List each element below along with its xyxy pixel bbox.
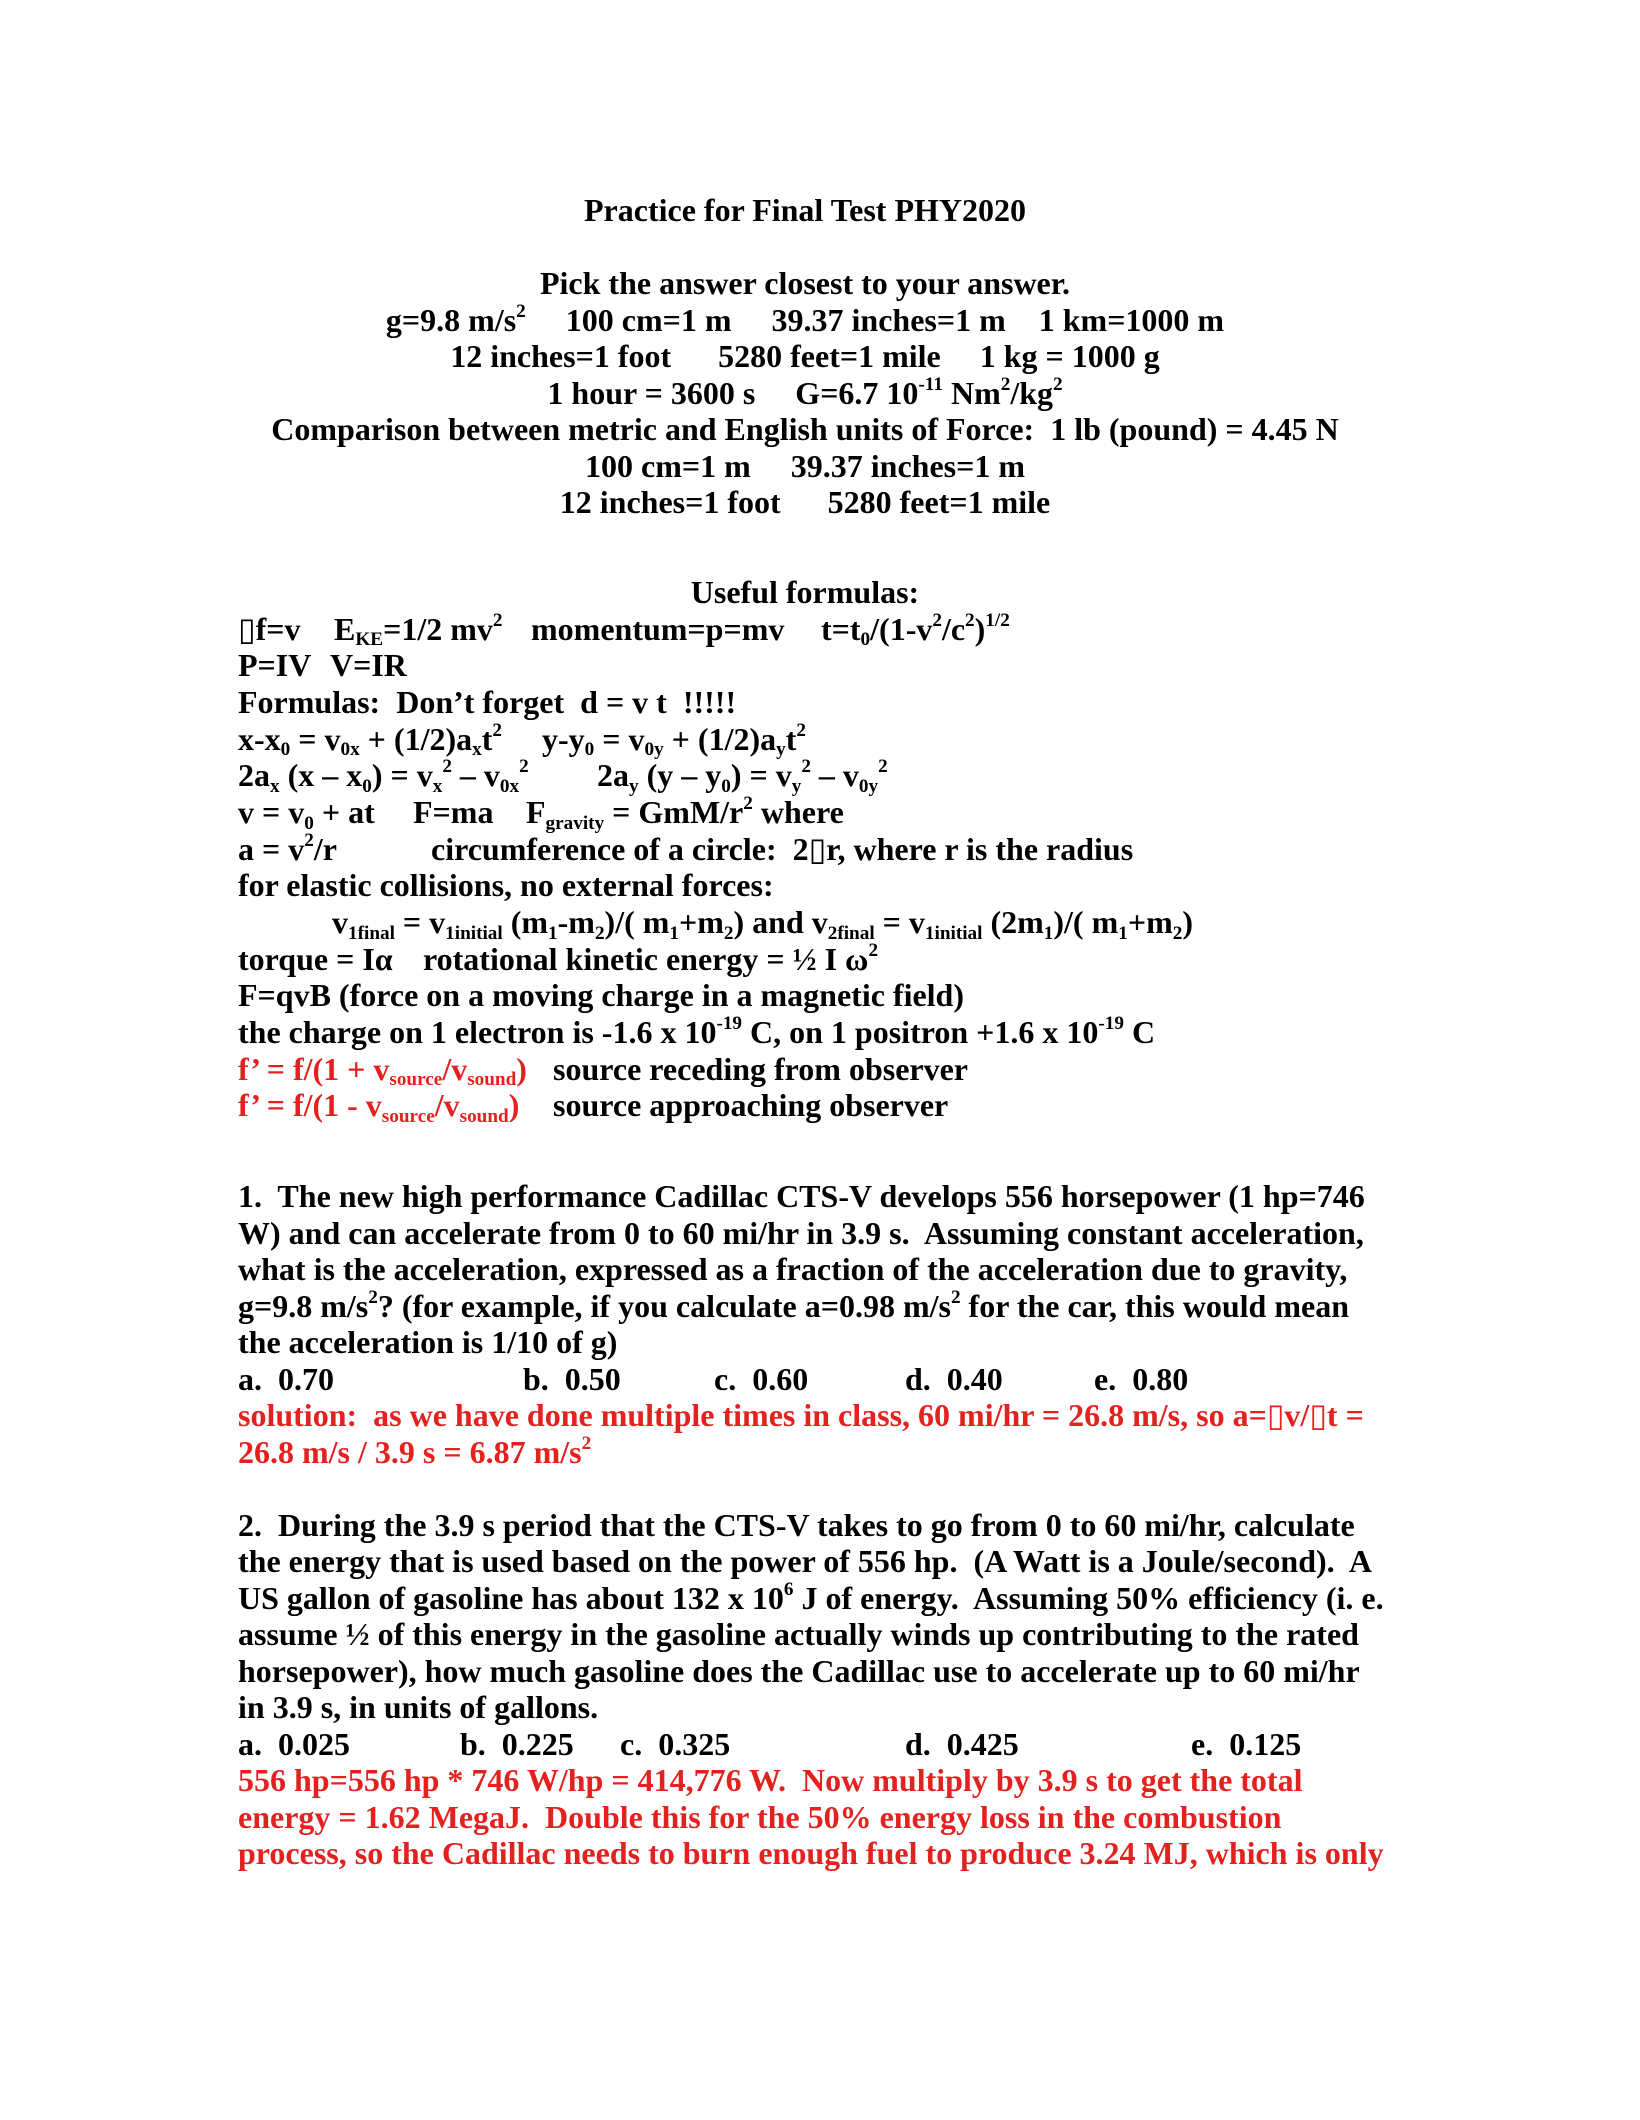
- velocity-formula: [238, 793, 375, 834]
- subscript: y: [776, 739, 786, 761]
- subscript: 0: [280, 739, 291, 761]
- elastic-collisions-heading: for elastic collisions, no external forces:: [238, 867, 774, 904]
- exponent: 2: [516, 300, 526, 322]
- formula-text: )/( m: [604, 903, 670, 940]
- formula-text: (m: [502, 903, 549, 940]
- subscript: source: [381, 1105, 435, 1127]
- question-text-line: what is the acceleration, expressed as a fraction of the acceleration due to gravity,: [238, 1251, 1348, 1287]
- subscript: 0y: [858, 776, 879, 798]
- subscript: sound: [467, 1069, 517, 1091]
- subscript: x: [432, 776, 443, 798]
- doppler-description: source receding from observer: [553, 1050, 968, 1087]
- magnetic-force-formula: F=qvB (force on a moving charge in a magnetic field): [238, 977, 964, 1014]
- subscript: 1: [548, 922, 558, 944]
- answer-choice-c: c. 0.60: [714, 1360, 809, 1397]
- formula-line: [238, 647, 1372, 684]
- subscript: 1: [669, 922, 679, 944]
- formulas-section: [238, 574, 1372, 1127]
- wave-speed-formula: ▯f=v: [238, 610, 301, 647]
- formula-text: 2a: [597, 757, 629, 794]
- formula-text: t: [785, 720, 797, 757]
- page-title: Practice for Final Test PHY2020: [584, 192, 1026, 228]
- subscript: 0y: [644, 739, 664, 761]
- subscript: 2: [594, 922, 605, 944]
- unit-text: Nm: [942, 374, 1001, 411]
- formula-text: = GmM/r: [604, 793, 744, 830]
- question-text: J of energy. Assuming 50% efficiency (i. e.: [793, 1579, 1384, 1616]
- question-text: US gallon of gasoline has about 132 x 10: [238, 1579, 784, 1616]
- question-text-line: in 3.9 s, in units of gallons.: [238, 1689, 599, 1725]
- subscript: y: [629, 776, 639, 798]
- formula-line: [238, 831, 1372, 868]
- formulas-heading: Useful formulas:: [690, 574, 920, 610]
- gravity-value: g=9.8 m/s: [385, 301, 517, 338]
- subscript: 2: [1172, 922, 1183, 944]
- answer-choice-d: d. 0.425: [905, 1725, 1019, 1762]
- formula-text: ) = v: [371, 757, 433, 794]
- formula-text: ): [516, 1050, 527, 1087]
- unit-conversion: 5280 feet=1 mile: [718, 338, 941, 374]
- doppler-receding-line: [238, 1050, 1372, 1091]
- subscript: 2final: [827, 922, 875, 944]
- question-text-line: the energy that is used based on the power of 556 hp. (A Watt is a Joule/second). A: [238, 1543, 1372, 1579]
- formula-text: – v: [810, 757, 859, 794]
- power-formula: P=IV: [238, 647, 312, 684]
- subscript: 0: [304, 812, 314, 834]
- formula-text: /c: [941, 610, 966, 647]
- answer-choices: [238, 1726, 1372, 1763]
- exponent: 1/2: [985, 609, 1010, 631]
- solution-text-line: 556 hp=556 hp * 746 W/hp = 414,776 W. Now multiply by 3.9 s to get the total: [238, 1762, 1303, 1798]
- exponent: -11: [918, 373, 943, 395]
- exponent: 2: [492, 609, 503, 631]
- formula-text: v = v: [238, 793, 305, 830]
- answer-choice-c: c. 0.325: [620, 1725, 731, 1762]
- doppler-formula: [238, 1087, 553, 1130]
- subscript: 0: [860, 629, 871, 651]
- formula-line: [238, 941, 1372, 978]
- subscript: 1: [1118, 922, 1128, 944]
- formula-text: (x – x: [279, 757, 363, 794]
- question-text-line: W) and can accelerate from 0 to 60 mi/hr in 3.9 s. Assuming constant acceleration,: [238, 1214, 1364, 1251]
- answer-choice-e: e. 0.80: [1094, 1360, 1189, 1397]
- electron-charge-line: [238, 1014, 1372, 1051]
- unit-conversion: 100 cm=1 m: [565, 301, 732, 338]
- answer-choice-b: b. 0.225: [460, 1725, 574, 1762]
- solution-text-line: process, so the Cadillac needs to burn enough fuel to produce 3.24 MJ, which is only: [238, 1835, 1384, 1871]
- exponent: 2: [868, 939, 879, 961]
- formula-text: – v: [451, 757, 500, 794]
- exponent: 6: [783, 1578, 794, 1600]
- constants-row: [238, 484, 1372, 521]
- formula-text: ) = v: [730, 757, 792, 794]
- elastic-collision-formula: [238, 903, 1372, 944]
- formula-text: f’ = f/(1 + v: [238, 1050, 390, 1087]
- formula-text: v: [332, 903, 348, 940]
- constants-row: [238, 375, 1372, 412]
- exponent: 2: [368, 1286, 378, 1308]
- formula-text: /r: [313, 830, 337, 867]
- exponent: 2: [581, 1432, 592, 1454]
- formula-text: /(1-v: [870, 610, 933, 647]
- subscript: 0: [584, 739, 595, 761]
- question-2: [238, 1506, 1384, 1872]
- unit-conversion: 12 inches=1 foot: [559, 484, 781, 520]
- formula-text: ) and v: [733, 903, 828, 940]
- formula-text: = v: [874, 903, 925, 940]
- question-text-line: 2. During the 3.9 s period that the CTS-V takes to go from 0 to 60 mi/hr, calculate: [238, 1506, 1355, 1543]
- answer-choices: [238, 1361, 1372, 1398]
- formula-text: = v: [290, 720, 341, 757]
- formula-line: [238, 719, 1372, 761]
- constants-row: [238, 302, 1372, 339]
- doppler-approaching-line: [238, 1087, 1372, 1127]
- unit-conversion: 1 hour = 3600 s: [547, 374, 756, 411]
- solution-text-line: energy = 1.62 MegaJ. Double this for the 50% energy loss in the combustion: [238, 1798, 1282, 1835]
- subscript: 1initial: [445, 922, 503, 944]
- formula-text: +m: [1127, 903, 1173, 940]
- header-section: [238, 192, 1372, 521]
- subscript: gravity: [545, 812, 605, 834]
- subscript: sound: [459, 1105, 509, 1127]
- formula-text: -m: [557, 903, 595, 940]
- formula-text: ): [1182, 903, 1193, 940]
- unit-conversion: 39.37 inches=1 m: [771, 301, 1006, 338]
- unit-conversion: 100 cm=1 m: [585, 447, 751, 484]
- question-text-line: [238, 1578, 1384, 1617]
- torque-formula: torque = Iα: [238, 940, 393, 977]
- formula-text: E: [334, 610, 356, 647]
- formula-text: = v: [594, 720, 645, 757]
- exponent: 2: [519, 756, 529, 778]
- formula-text: /v: [442, 1050, 468, 1087]
- subscript: 2: [723, 922, 734, 944]
- exponent: -19: [1098, 1013, 1124, 1035]
- formula-text: +m: [679, 903, 724, 940]
- exponent: 2: [932, 609, 942, 631]
- subscript: 0: [721, 776, 731, 798]
- formula-text: y-y: [542, 720, 585, 757]
- exponent: 2: [442, 756, 452, 778]
- formula-text: F: [526, 793, 546, 830]
- formula-text: (2m: [982, 903, 1044, 940]
- formula-text: t=t: [821, 610, 861, 647]
- newtons-second-law-formula: F=ma: [413, 793, 494, 830]
- answer-choice-b: b. 0.50: [523, 1360, 621, 1397]
- subscript: x: [472, 739, 482, 761]
- question-text-line: assume ½ of this energy in the gasoline actually winds up contributing to the rated: [238, 1616, 1359, 1652]
- answer-choice-d: d. 0.40: [905, 1360, 1003, 1397]
- formula-text: + (1/2)a: [359, 720, 473, 757]
- formula-text: (y – y: [638, 757, 722, 794]
- answer-choice-a: a. 0.025: [238, 1725, 350, 1762]
- solution-text-line: [238, 1434, 1372, 1471]
- exponent: 2: [801, 756, 811, 778]
- question-text-line: horsepower), how much gasoline does the Cadillac use to accelerate up to 60 mi/hr: [238, 1652, 1360, 1689]
- constants-row: [238, 338, 1372, 375]
- subscript: 1initial: [924, 922, 983, 944]
- question-text-line: the acceleration is 1/10 of g): [238, 1324, 618, 1360]
- solution-text: 26.8 m/s / 3.9 s = 6.87 m/s: [238, 1433, 582, 1470]
- formula-text: a = v: [238, 830, 305, 867]
- subscript: 0x: [499, 776, 520, 798]
- gravitational-constant: G=6.7 10: [795, 374, 919, 411]
- formula-text: the charge on 1 electron is -1.6 x 10: [238, 1013, 717, 1050]
- unit-conversion: 12 inches=1 foot: [450, 338, 672, 374]
- momentum-formula: momentum=p=mv: [531, 610, 785, 647]
- unit-conversion: 1 kg = 1000 g: [979, 338, 1160, 374]
- unit-conversion: 5280 feet=1 mile: [827, 484, 1051, 520]
- formula-text: x-x: [238, 720, 281, 757]
- constants-row: [238, 448, 1372, 485]
- formula-text: rotational kinetic energy = ½ I ω: [423, 940, 869, 977]
- formula-line: [238, 756, 1372, 798]
- formula-text: + (1/2)a: [663, 720, 777, 757]
- exponent: 2: [965, 609, 975, 631]
- formula-text: )/( m: [1053, 903, 1119, 940]
- formula-line: [238, 609, 1372, 651]
- exponent: 2: [1000, 373, 1011, 395]
- solution-text-line: solution: as we have done multiple times in class, 60 mi/hr = 26.8 m/s, so a=▯v/▯t =: [238, 1397, 1364, 1433]
- answer-choice-e: e. 0.125: [1191, 1725, 1302, 1762]
- question-text: g=9.8 m/s: [238, 1287, 369, 1324]
- answer-choice-a: a. 0.70: [238, 1360, 334, 1397]
- ohms-law-formula: V=IR: [330, 647, 407, 684]
- subscript: y: [791, 776, 802, 798]
- question-text-line: [238, 1288, 1372, 1325]
- exponent: 2: [304, 829, 314, 851]
- formula-text: ): [974, 610, 986, 647]
- question-text-line: 1. The new high performance Cadillac CTS-V develops 556 horsepower (1 hp=746: [238, 1178, 1365, 1214]
- force-units-comparison: Comparison between metric and English units of Force: 1 lb (pound) = 4.45 N: [271, 411, 1339, 447]
- unit-text: /kg: [1010, 374, 1053, 411]
- question-text: for the car, this would mean: [960, 1287, 1349, 1324]
- formula-text: 2a: [238, 757, 270, 794]
- exponent: 2: [950, 1286, 961, 1308]
- formula-line: [238, 793, 1372, 834]
- x-kinematics-formula: [238, 719, 502, 761]
- formula-text: f’ = f/(1 - v: [238, 1087, 382, 1124]
- exponent: -19: [716, 1013, 743, 1035]
- unit-conversion: 1 km=1000 m: [1038, 301, 1225, 338]
- question-text: ? (for example, if you calculate a=0.98 m/s: [377, 1287, 951, 1324]
- formula-text: /v: [434, 1087, 460, 1124]
- formula-text: C: [1123, 1013, 1156, 1050]
- exponent: 2: [878, 756, 888, 778]
- exponent: 2: [1053, 373, 1063, 395]
- unit-conversion: 39.37 inches=1 m: [790, 447, 1025, 484]
- subscript: KE: [355, 629, 384, 651]
- formula-text: where: [752, 793, 844, 830]
- formula-text: = v: [394, 903, 446, 940]
- doppler-description: source approaching observer: [553, 1087, 949, 1124]
- instruction-text: Pick the answer closest to your answer.: [539, 265, 1071, 301]
- circumference-formula: circumference of a circle: 2▯r, where r is the radius: [431, 830, 1134, 867]
- subscript: 0x: [340, 739, 360, 761]
- formula-text: C, on 1 positron +1.6 x 10: [742, 1013, 1099, 1050]
- subscript: source: [389, 1069, 443, 1091]
- subscript: 1: [1043, 922, 1054, 944]
- exponent: 2: [492, 719, 502, 741]
- formula-text: + at: [313, 793, 375, 830]
- centripetal-acceleration-formula: [238, 831, 337, 867]
- question-1: [238, 1178, 1372, 1470]
- x-velocity-squared-formula: [238, 756, 529, 798]
- exponent: 2: [796, 719, 806, 741]
- formula-text: t: [481, 720, 493, 757]
- subscript: x: [270, 776, 280, 798]
- formula-text: =1/2 mv: [383, 610, 493, 647]
- exponent: 2: [743, 793, 753, 815]
- subscript: 0: [362, 776, 372, 798]
- formula-text: ): [508, 1087, 520, 1124]
- formula-reminder: Formulas: Don’t forget d = v t !!!!!: [238, 683, 737, 720]
- subscript: 1final: [348, 922, 395, 944]
